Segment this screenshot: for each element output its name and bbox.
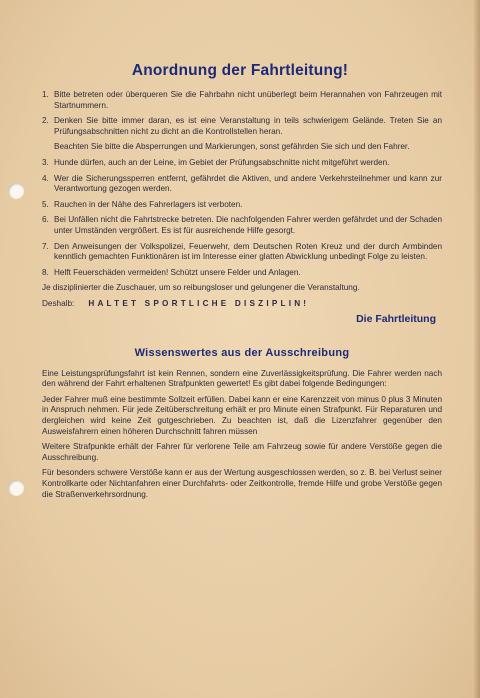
document-body xyxy=(42,90,442,505)
list-item xyxy=(42,116,442,137)
item-number: 6. xyxy=(42,215,49,225)
item-text: Bitte betreten oder überqueren Sie die Fahrbahn nicht unüberlegt beim Herannahen von Fahrzeugen mit Startnummern. xyxy=(54,90,442,110)
deshalb-line xyxy=(42,299,442,310)
closing-paragraph: Je disziplinierter die Zuschauer, um so reibungsloser und gelungener die Veranstaltung. xyxy=(42,283,360,293)
list-item xyxy=(42,158,442,169)
item-number: 7. xyxy=(42,241,49,251)
list-item xyxy=(42,174,442,195)
item-text: Wer die Sicherungssperren entfernt, gefährdet die Aktiven, und andere Verkehrsteilnehmer und kann zur Verantwortung gezogen werden. xyxy=(54,173,442,194)
punch-hole-top xyxy=(8,183,24,199)
item-text: Rauchen in der Nähe des Fahrerlagers ist verboten. xyxy=(54,199,243,209)
item-number: 5. xyxy=(42,199,49,209)
item-text: Den Anweisungen der Volkspolizei, Feuerwehr, dem Deutschen Roten Kreuz und der durch Armbinden kenntlich gemachten Funktionären ist im Interesse einer glatten Abwicklung unbedingt Folge zu leisten. xyxy=(54,241,442,262)
item-text: Denken Sie bitte immer daran, es ist eine Veranstaltung in teils schwierigem Gelände. Treten Sie an Prüfungsabschnitten nicht zu dicht an die Kontrollstellen heran. xyxy=(54,116,442,136)
item-subparagraph: Beachten Sie bitte die Absperrungen und Markierungen, sonst gefährden Sie sich und den Fahrer. xyxy=(54,142,410,152)
page-edge-shadow xyxy=(474,0,480,698)
list-item xyxy=(42,268,442,279)
deshalb-label: Deshalb: xyxy=(42,298,75,308)
item-text: Hunde dürfen, auch an der Leine, im Gebiet der Prüfungsabschnitte nicht mitgeführt werden. xyxy=(54,157,390,167)
list-item xyxy=(42,215,442,236)
document-title: Anordnung der Fahrtleitung! xyxy=(131,62,349,79)
signature: Die Fahrtleitung xyxy=(356,312,436,325)
item-number: 2. xyxy=(42,116,49,126)
list-item xyxy=(42,90,442,111)
item-number: 3. xyxy=(42,157,49,167)
item-number: 4. xyxy=(42,173,49,183)
item-text: Helft Feuerschäden vermeiden! Schützt unsere Felder und Anlagen. xyxy=(54,267,301,277)
list-item xyxy=(42,242,442,263)
list-item xyxy=(42,200,442,211)
item-number: 8. xyxy=(42,267,49,277)
section-paragraph: Für besonders schwere Verstöße kann er aus der Wertung ausgeschlossen werden, so z. B. bei Verlust seiner Kontrollkarte oder Nichtanfahren einer Durchfahrts- oder Zeitkontrolle, fremde Hilfe und grobe Verstöße gegen die Straßenverkehrsordnung. xyxy=(42,468,442,499)
section-heading: Wissenswertes aus der Ausschreibung xyxy=(134,347,350,360)
section-paragraph: Jeder Fahrer muß eine bestimmte Sollzeit erfüllen. Dabei kann er eine Karenzzeit von minus 0 plus 3 Minuten in Anspruch nehmen. Für jede Zeitüberschreitung erhält er pro Minute einen Strafpunkt. Für Reparaturen und dergleichen wird keine Zeit gutgeschrieben. Zu beachten ist, daß die Lizenzfahrer gegenüber den Ausweisfahrern einen höheren Durchschnitt fahren müssen xyxy=(42,394,442,436)
section-paragraph: Eine Leistungsprüfungsfahrt ist kein Rennen, sondern eine Zuverlässigkeitsprüfung. Die Fahrer werden nach den während der Fahrt erhaltenen Strafpunkten gewertet! Es gibt dabei folgende Bedingungen: xyxy=(42,368,442,389)
slogan: HALTET SPORTLICHE DISZIPLIN! xyxy=(88,298,310,308)
item-text: Bei Unfällen nicht die Fahrtstrecke betreten. Die nachfolgenden Fahrer werden gefährdet und der Schaden unter Umständen vergrößert. Es ist für ausreichende Hilfe gesorgt. xyxy=(54,215,442,235)
item-number: 1. xyxy=(42,90,49,99)
section-paragraph: Weitere Strafpunkte erhält der Fahrer für verlorene Teile am Fahrzeug sowie für andere Verstöße gegen die Ausschreibung. xyxy=(42,442,442,462)
punch-hole-bottom xyxy=(8,480,24,496)
